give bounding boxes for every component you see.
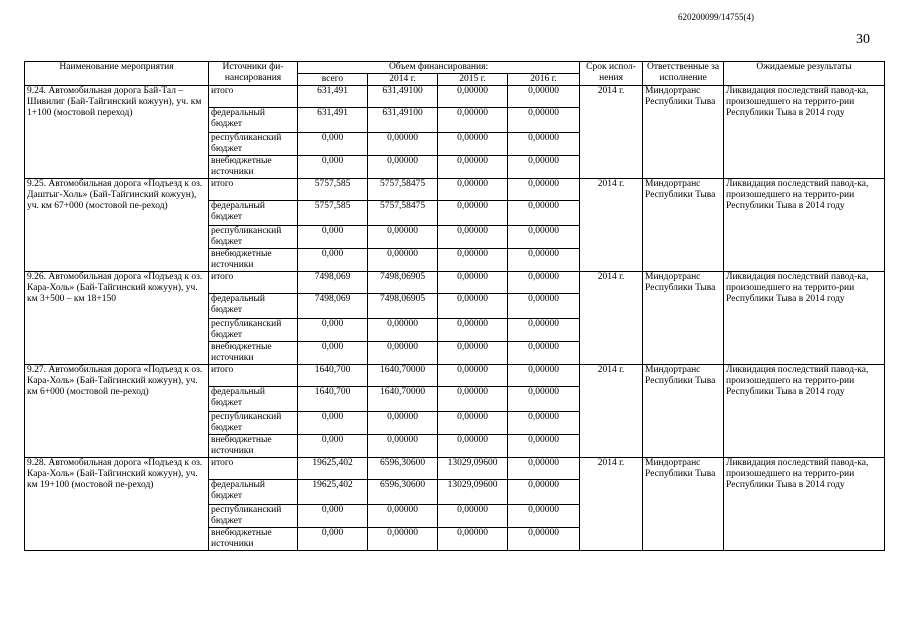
value-2014: 1640,70000 <box>368 387 438 412</box>
value-total: 19625,402 <box>298 458 368 480</box>
value-2014: 0,00000 <box>368 412 438 435</box>
measure-name: 9.28. Автомобильная дорога «Подъезд к оз. Кара-Холь» (Бай-Тайгинский кожуун), уч. км 19+100 (мостовой пе-реход) <box>25 458 209 551</box>
value-2015: 0,00000 <box>438 179 508 201</box>
term-cell: 2014 г. <box>580 86 643 179</box>
source-republican: республиканский бюджет <box>209 226 298 249</box>
value-2016: 0,00000 <box>508 412 580 435</box>
value-total: 0,000 <box>298 435 368 458</box>
table-row <box>25 86 885 108</box>
value-2015: 0,00000 <box>438 294 508 319</box>
value-2016: 0,00000 <box>508 179 580 201</box>
table-row <box>25 365 885 387</box>
responsible-cell: Миндортранс Республики Тыва <box>643 179 724 272</box>
value-total: 0,000 <box>298 156 368 179</box>
value-2014: 0,00000 <box>368 156 438 179</box>
term-cell: 2014 г. <box>580 365 643 458</box>
value-2014: 1640,70000 <box>368 365 438 387</box>
source-federal: федеральный бюджет <box>209 201 298 226</box>
value-2016: 0,00000 <box>508 108 580 133</box>
source-republican: республиканский бюджет <box>209 412 298 435</box>
value-total: 1640,700 <box>298 387 368 412</box>
value-2015: 0,00000 <box>438 435 508 458</box>
value-2014: 7498,06905 <box>368 272 438 294</box>
measure-name: 9.26. Автомобильная дорога «Подъезд к оз. Кара-Холь» (Бай-Тайгинский кожуун), уч. км 3+500 – км 18+150 <box>25 272 209 365</box>
value-2016: 0,00000 <box>508 365 580 387</box>
value-2016: 0,00000 <box>508 294 580 319</box>
value-2015: 0,00000 <box>438 108 508 133</box>
value-total: 631,491 <box>298 86 368 108</box>
column-header-2014: 2014 г. <box>368 74 438 86</box>
value-2014: 7498,06905 <box>368 294 438 319</box>
column-header-responsible: Ответственные за исполнение <box>643 62 724 86</box>
result-cell: Ликвидация последствий павод-ка, произошедшего на террито-рии Республики Тыва в 2014 году <box>724 272 885 365</box>
source-republican: республиканский бюджет <box>209 133 298 156</box>
value-total: 0,000 <box>298 505 368 528</box>
value-2015: 0,00000 <box>438 133 508 156</box>
value-total: 0,000 <box>298 133 368 156</box>
source-republican: республиканский бюджет <box>209 505 298 528</box>
value-2014: 5757,58475 <box>368 179 438 201</box>
value-2015: 0,00000 <box>438 156 508 179</box>
source-federal: федеральный бюджет <box>209 387 298 412</box>
value-2016: 0,00000 <box>508 319 580 342</box>
responsible-cell: Миндортранс Республики Тыва <box>643 86 724 179</box>
value-2016: 0,00000 <box>508 480 580 505</box>
value-2016: 0,00000 <box>508 249 580 272</box>
value-2016: 0,00000 <box>508 387 580 412</box>
value-2016: 0,00000 <box>508 342 580 365</box>
value-2015: 0,00000 <box>438 505 508 528</box>
value-2016: 0,00000 <box>508 435 580 458</box>
value-2015: 0,00000 <box>438 528 508 551</box>
value-2016: 0,00000 <box>508 272 580 294</box>
table-body <box>25 86 885 551</box>
value-2016: 0,00000 <box>508 226 580 249</box>
value-total: 0,000 <box>298 319 368 342</box>
value-total: 7498,069 <box>298 294 368 319</box>
value-2014: 631,49100 <box>368 86 438 108</box>
column-header-name: Наименование мероприятия <box>25 62 209 86</box>
value-2015: 13029,09600 <box>438 480 508 505</box>
column-header-funding-volume: Объем финансирования: <box>298 62 580 74</box>
value-2015: 0,00000 <box>438 86 508 108</box>
source-extrabudgetary: внебюджетные источники <box>209 528 298 551</box>
value-2016: 0,00000 <box>508 133 580 156</box>
value-total: 5757,585 <box>298 201 368 226</box>
value-2014: 0,00000 <box>368 133 438 156</box>
funding-table <box>24 61 885 551</box>
column-header-2015: 2015 г. <box>438 74 508 86</box>
page-number: 30 <box>856 32 870 47</box>
value-2015: 0,00000 <box>438 387 508 412</box>
value-2014: 6596,30600 <box>368 458 438 480</box>
value-total: 0,000 <box>298 342 368 365</box>
value-2014: 0,00000 <box>368 505 438 528</box>
source-extrabudgetary: внебюджетные источники <box>209 249 298 272</box>
value-2014: 0,00000 <box>368 249 438 272</box>
value-2014: 0,00000 <box>368 319 438 342</box>
value-total: 5757,585 <box>298 179 368 201</box>
source-extrabudgetary: внебюджетные источники <box>209 435 298 458</box>
source-extrabudgetary: внебюджетные источники <box>209 156 298 179</box>
column-header-results: Ожидаемые результаты <box>724 62 885 86</box>
result-cell: Ликвидация последствий павод-ка, произошедшего на террито-рии Республики Тыва в 2014 году <box>724 86 885 179</box>
source-extrabudgetary: внебюджетные источники <box>209 342 298 365</box>
value-2015: 0,00000 <box>438 319 508 342</box>
value-2014: 631,49100 <box>368 108 438 133</box>
value-2015: 0,00000 <box>438 412 508 435</box>
value-total: 0,000 <box>298 249 368 272</box>
term-cell: 2014 г. <box>580 179 643 272</box>
value-2014: 5757,58475 <box>368 201 438 226</box>
value-total: 631,491 <box>298 108 368 133</box>
value-total: 19625,402 <box>298 480 368 505</box>
column-header-2016: 2016 г. <box>508 74 580 86</box>
table-row <box>25 272 885 294</box>
result-cell: Ликвидация последствий павод-ка, произошедшего на террито-рии Республики Тыва в 2014 году <box>724 365 885 458</box>
value-total: 1640,700 <box>298 365 368 387</box>
value-2016: 0,00000 <box>508 505 580 528</box>
source-total: итого <box>209 458 298 480</box>
value-2014: 0,00000 <box>368 435 438 458</box>
responsible-cell: Миндортранс Республики Тыва <box>643 365 724 458</box>
value-total: 7498,069 <box>298 272 368 294</box>
value-2015: 0,00000 <box>438 226 508 249</box>
value-2015: 0,00000 <box>438 342 508 365</box>
table-row <box>25 179 885 201</box>
source-total: итого <box>209 365 298 387</box>
column-header-sources: Источники фи-нансирования <box>209 62 298 86</box>
responsible-cell: Миндортранс Республики Тыва <box>643 458 724 551</box>
value-total: 0,000 <box>298 412 368 435</box>
source-federal: федеральный бюджет <box>209 480 298 505</box>
value-2016: 0,00000 <box>508 458 580 480</box>
column-header-total: всего <box>298 74 368 86</box>
measure-name: 9.25. Автомобильная дорога «Подъезд к оз. Даштыг-Холь» (Бай-Тайгинский кожуун), уч. км 67+000 (мостовой пе-реход) <box>25 179 209 272</box>
table-header <box>25 62 885 86</box>
value-2014: 0,00000 <box>368 342 438 365</box>
value-total: 0,000 <box>298 226 368 249</box>
value-2016: 0,00000 <box>508 86 580 108</box>
source-total: итого <box>209 179 298 201</box>
value-2014: 6596,30600 <box>368 480 438 505</box>
value-2015: 0,00000 <box>438 272 508 294</box>
value-2014: 0,00000 <box>368 226 438 249</box>
value-2015: 0,00000 <box>438 201 508 226</box>
column-header-term: Срок испол-нения <box>580 62 643 86</box>
table-row <box>25 458 885 480</box>
value-total: 0,000 <box>298 528 368 551</box>
value-2015: 0,00000 <box>438 365 508 387</box>
measure-name: 9.24. Автомобильная дорога Бай-Тал – Шивилиг (Бай-Тайгинский кожуун), уч. км 1+100 (мостовой переход) <box>25 86 209 179</box>
term-cell: 2014 г. <box>580 458 643 551</box>
value-2014: 0,00000 <box>368 528 438 551</box>
term-cell: 2014 г. <box>580 272 643 365</box>
value-2015: 13029,09600 <box>438 458 508 480</box>
source-republican: республиканский бюджет <box>209 319 298 342</box>
result-cell: Ликвидация последствий павод-ка, произошедшего на террито-рии Республики Тыва в 2014 году <box>724 458 885 551</box>
source-total: итого <box>209 272 298 294</box>
result-cell: Ликвидация последствий павод-ка, произошедшего на террито-рии Республики Тыва в 2014 году <box>724 179 885 272</box>
document-id: 620200099/14755(4) <box>678 12 754 22</box>
value-2016: 0,00000 <box>508 528 580 551</box>
value-2016: 0,00000 <box>508 156 580 179</box>
value-2016: 0,00000 <box>508 201 580 226</box>
source-federal: федеральный бюджет <box>209 294 298 319</box>
responsible-cell: Миндортранс Республики Тыва <box>643 272 724 365</box>
source-total: итого <box>209 86 298 108</box>
source-federal: федеральный бюджет <box>209 108 298 133</box>
measure-name: 9.27. Автомобильная дорога «Подъезд к оз. Кара-Холь» (Бай-Тайгинский кожуун), уч. км 6+000 (мостовой пе-реход) <box>25 365 209 458</box>
value-2015: 0,00000 <box>438 249 508 272</box>
